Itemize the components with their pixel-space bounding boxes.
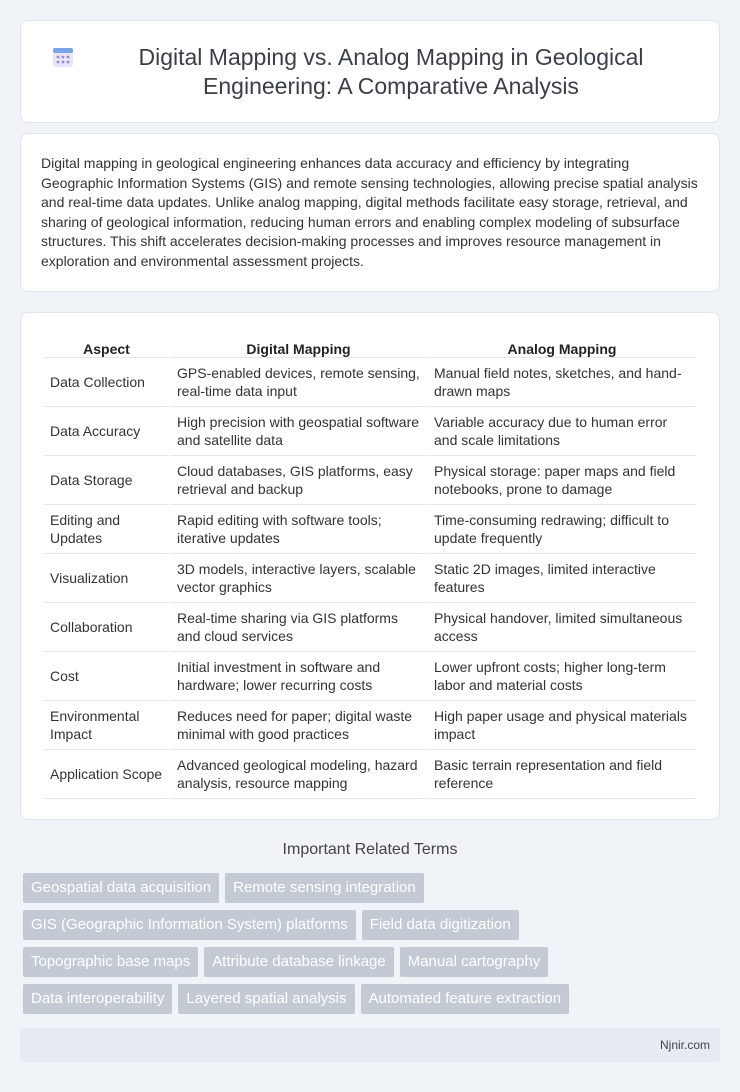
cell-aspect: Collaboration (44, 603, 169, 652)
tag-row (23, 947, 723, 977)
comparison-table (42, 334, 698, 799)
related-terms-title: Important Related Terms (282, 841, 458, 858)
table-row (44, 603, 696, 652)
table-row (44, 750, 696, 799)
header-aspect: Aspect (44, 334, 169, 358)
table-row (44, 652, 696, 701)
tag-row (23, 910, 723, 940)
tag-gis-platforms[interactable]: GIS (Geographic Information System) platforms (23, 910, 356, 940)
table-card (20, 312, 720, 820)
tag-topographic-base-maps[interactable]: Topographic base maps (23, 947, 198, 977)
cell-digital: Reduces need for paper; digital waste minimal with good practices (171, 701, 426, 750)
table-row (44, 505, 696, 554)
cell-analog: Variable accuracy due to human error and scale limitations (428, 407, 696, 456)
cell-aspect: Editing and Updates (44, 505, 169, 554)
cell-analog: Physical handover, limited simultaneous access (428, 603, 696, 652)
header-analog: Analog Mapping (428, 334, 696, 358)
cell-analog: Physical storage: paper maps and field notebooks, prone to damage (428, 456, 696, 505)
tag-data-interoperability[interactable]: Data interoperability (23, 984, 172, 1014)
tag-layered-spatial-analysis[interactable]: Layered spatial analysis (178, 984, 354, 1014)
cell-analog: Time-consuming redrawing; difficult to update frequently (428, 505, 696, 554)
cell-digital: Initial investment in software and hardware; lower recurring costs (171, 652, 426, 701)
table-row (44, 358, 696, 407)
cell-aspect: Visualization (44, 554, 169, 603)
header-digital: Digital Mapping (171, 334, 426, 358)
footer-site-link[interactable]: Njnir.com (659, 1038, 710, 1052)
cell-analog: Basic terrain representation and field reference (428, 750, 696, 799)
related-terms-list (23, 873, 723, 1021)
cell-aspect: Data Collection (44, 358, 169, 407)
summary-card (20, 133, 720, 292)
cell-analog: Static 2D images, limited interactive features (428, 554, 696, 603)
cell-digital: Cloud databases, GIS platforms, easy retrieval and backup (171, 456, 426, 505)
cell-analog: High paper usage and physical materials impact (428, 701, 696, 750)
calendar-icon (51, 45, 75, 69)
tag-manual-cartography[interactable]: Manual cartography (400, 947, 549, 977)
table-row (44, 456, 696, 505)
cell-digital: 3D models, interactive layers, scalable vector graphics (171, 554, 426, 603)
cell-aspect: Application Scope (44, 750, 169, 799)
cell-digital: Real-time sharing via GIS platforms and cloud services (171, 603, 426, 652)
cell-aspect: Environmental Impact (44, 701, 169, 750)
cell-aspect: Data Accuracy (44, 407, 169, 456)
table-header-row (44, 334, 696, 358)
cell-aspect: Cost (44, 652, 169, 701)
table-row (44, 701, 696, 750)
tag-field-data-digitization[interactable]: Field data digitization (362, 910, 519, 940)
tag-row (23, 873, 723, 903)
cell-digital: GPS-enabled devices, remote sensing, real-time data input (171, 358, 426, 407)
tag-attribute-database-linkage[interactable]: Attribute database linkage (204, 947, 393, 977)
cell-digital: Advanced geological modeling, hazard analysis, resource mapping (171, 750, 426, 799)
footer (20, 1028, 720, 1062)
tag-remote-sensing-integration[interactable]: Remote sensing integration (225, 873, 424, 903)
cell-digital: Rapid editing with software tools; iterative updates (171, 505, 426, 554)
page-title: Digital Mapping vs. Analog Mapping in Geological Engineering: A Comparative Analysis (138, 43, 644, 99)
summary-text: Digital mapping in geological engineering enhances data accuracy and efficiency by integrating Geographic Information Systems (GIS) and remote sensing technologies, allowing precise spatial analysis and real-time data updates. Unlike analog mapping, digital methods facilitate easy storage, retrieval, and sharing of geological information, reducing human errors and enabling complex modeling of subsurface structures. This shift accelerates decision-making processes and improves resource management in exploration and environmental assessment projects. (41, 155, 698, 269)
table-row (44, 554, 696, 603)
tag-automated-feature-extraction[interactable]: Automated feature extraction (361, 984, 570, 1014)
cell-aspect: Data Storage (44, 456, 169, 505)
cell-analog: Manual field notes, sketches, and hand-drawn maps (428, 358, 696, 407)
cell-digital: High precision with geospatial software and satellite data (171, 407, 426, 456)
tag-geospatial-data-acquisition[interactable]: Geospatial data acquisition (23, 873, 219, 903)
table-row (44, 407, 696, 456)
cell-analog: Lower upfront costs; higher long-term labor and material costs (428, 652, 696, 701)
title-card (20, 20, 720, 123)
tag-row (23, 984, 723, 1014)
